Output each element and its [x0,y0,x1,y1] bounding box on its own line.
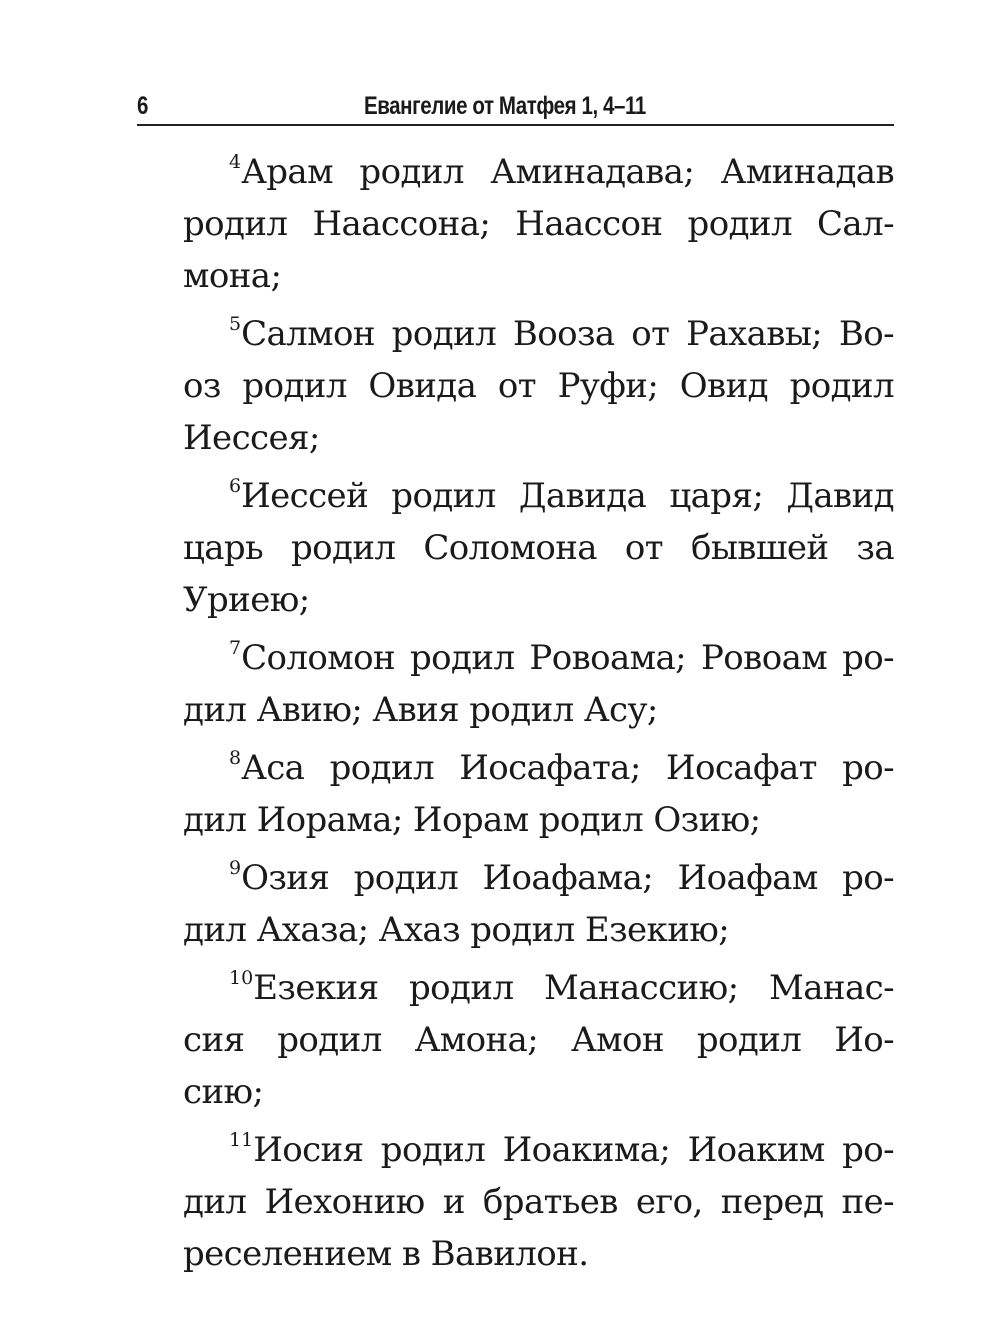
verse-line: сию; [183,1072,264,1112]
verse-line: $^{10}$Езекия родил Манассию; Манас- [229,967,894,1008]
verse-line: реселением в Вавилон. [183,1234,589,1274]
verse-line: Уриею; [183,580,310,620]
verse-5 [137,308,894,464]
verse-line: дил Иорама; Иорам родил Озию; [183,800,761,840]
verse-9 [137,852,894,956]
running-header [137,88,894,126]
verse-line: родил Наассона; Наассон родил Сал- [183,204,894,244]
verse-line: $^9$Озия родил Иоафама; Иоафам ро- [229,857,894,898]
verse-line: оз родил Овида от Руфи; Овид родил [183,366,894,406]
verse-number: 6 [229,475,242,497]
verse-line: $^5$Салмон родил Вооза от Рахавы; Во- [229,313,894,354]
verse-line: $^{11}$Иосия родил Иоакима; Иоаким ро- [229,1129,894,1170]
verse-number: 5 [229,313,242,335]
verse-4 [137,146,894,302]
verse-number: 8 [229,747,242,769]
verse-6 [137,470,894,626]
verse-line: $^6$Иессей родил Давида царя; Давид [229,475,894,516]
verse-line: мона; [183,256,282,296]
verse-line: $^7$Соломон родил Ровоама; Ровоам ро- [229,637,894,678]
verse-7 [137,632,894,736]
verse-8 [137,742,894,846]
verse-line: $^4$Арам родил Аминадава; Аминадав [229,151,894,192]
verse-number: 10 [229,967,254,989]
page-number: 6 [137,92,148,120]
verse-11 [137,1124,894,1280]
running-title: Евангелие от Матфея 1, 4–11 [364,92,646,120]
book-page [137,88,894,1286]
verse-number: 7 [229,637,242,659]
verse-line: царь родил Соломона от бывшей за [183,528,894,568]
verse-line: дил Ахаза; Ахаз родил Езекию; [183,910,730,950]
verse-number: 4 [229,151,242,173]
verse-line: $^8$Аса родил Иосафата; Иосафат ро- [229,747,894,788]
verse-number: 11 [229,1129,254,1151]
verse-line: дил Иехонию и братьев его, перед пе- [183,1182,894,1222]
verse-line: дил Авию; Авия родил Асу; [183,690,658,730]
verse-line: Иессея; [183,418,320,458]
verse-number: 9 [229,857,242,879]
scripture-text [137,146,894,1280]
verse-10 [137,962,894,1118]
verse-line: сия родил Амона; Амон родил Ио- [183,1020,894,1060]
